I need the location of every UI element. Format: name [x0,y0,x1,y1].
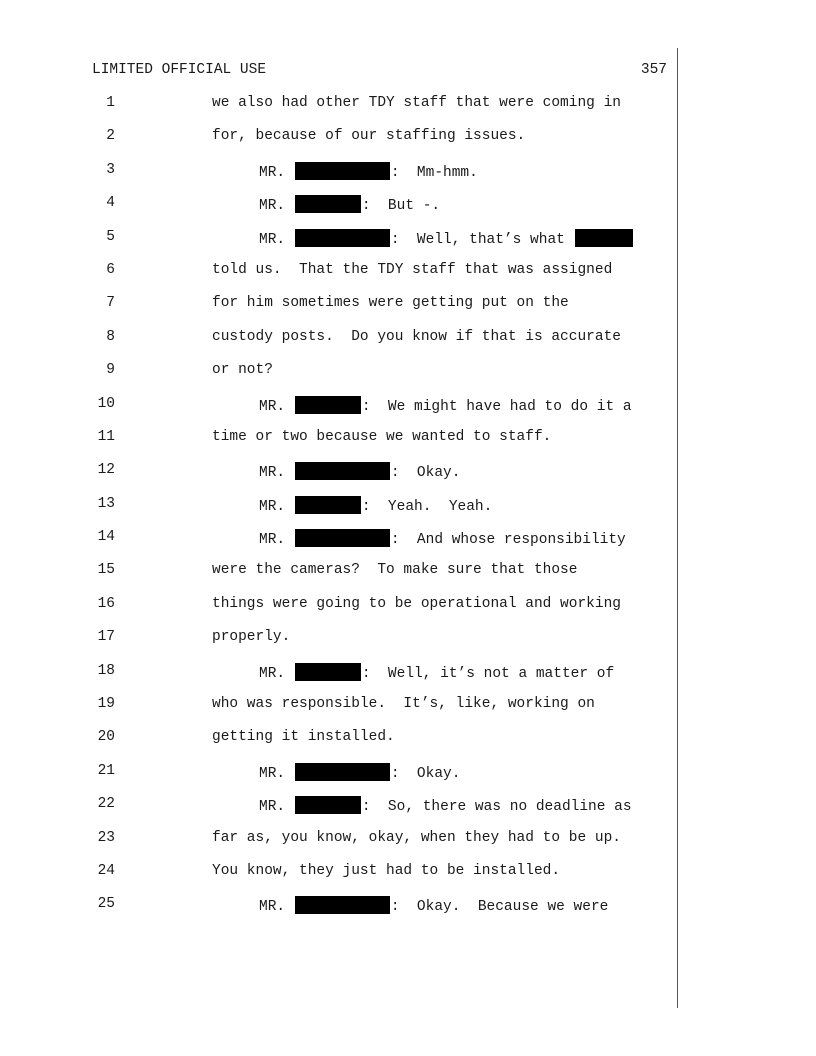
line-text: You know, they just had to be installed. [212,862,561,879]
page-number: 357 [640,62,667,78]
transcript-line [0,362,816,395]
line-text: MR. : We might have had to do it a [259,396,632,416]
line-text: MR. : Well, that’s what [259,229,634,249]
line-text: we also had other TDY staff that were coming in [212,95,621,111]
line-number: 4 [106,195,115,212]
line-number: 6 [106,261,115,278]
transcript-line [0,329,816,362]
line-text: MR. : Yeah. Yeah. [259,496,492,516]
transcript-line [0,396,816,429]
transcript-line [0,95,816,128]
transcript-line [0,128,816,161]
line-text: who was responsible. It’s, like, working on [212,696,595,713]
line-text: properly. [212,629,291,646]
transcript-line [0,562,816,595]
line-text: for, because of our staffing issues. [212,128,526,145]
line-text: far as, you know, okay, when they had to be up. [212,829,621,846]
transcript-line [0,429,816,462]
line-number: 23 [97,829,115,846]
redaction-block [295,529,390,547]
line-number: 3 [106,161,115,178]
line-number: 9 [106,362,115,379]
transcript-line [0,195,816,228]
transcript-line [0,663,816,696]
line-text: or not? [212,362,273,379]
line-number: 14 [97,529,115,546]
line-text: things were going to be operational and working [212,595,621,612]
line-number: 8 [106,328,115,345]
redaction-block [295,896,390,914]
transcript-line [0,462,816,495]
transcript-line [0,729,816,762]
transcript-line [0,596,816,629]
transcript-line [0,262,816,295]
line-text: for him sometimes were getting put on the [212,295,569,312]
line-text: were the cameras? To make sure that those [212,562,578,579]
transcript-line [0,629,816,662]
line-text: MR. : Mm-hmm. [259,162,478,182]
classification-header: LIMITED OFFICIAL USE [92,62,267,78]
redaction-block [295,195,361,213]
redaction-block [295,496,361,514]
transcript-line [0,295,816,328]
transcript-line [0,896,816,929]
line-number: 21 [97,762,115,779]
redaction-block [295,796,361,814]
line-number: 11 [97,428,115,445]
line-text: getting it installed. [212,729,395,746]
line-text: MR. : And whose responsibility [259,529,626,549]
line-number: 10 [97,395,115,412]
transcript-line [0,863,816,896]
transcript-line [0,162,816,195]
line-number: 13 [97,495,115,512]
line-number: 5 [106,228,115,245]
line-number: 16 [97,595,115,612]
line-text: MR. : So, there was no deadline as [259,796,632,816]
line-number: 25 [97,896,115,913]
line-number: 1 [106,95,115,111]
transcript-line [0,696,816,729]
line-text: MR. : Okay. Because we were [259,896,608,916]
line-number: 2 [106,128,115,145]
transcript-line [0,796,816,829]
redaction-block [295,229,390,247]
transcript-line [0,763,816,796]
transcript-line [0,529,816,562]
line-number: 24 [97,862,115,879]
line-text: time or two because we wanted to staff. [212,428,552,445]
transcript-line [0,229,816,262]
line-number: 12 [97,462,115,479]
line-text: MR. : Okay. [259,462,460,482]
line-number: 17 [97,629,115,646]
line-text: custody posts. Do you know if that is accurate [212,328,621,345]
line-text: MR. : Okay. [259,763,460,783]
transcript-line [0,496,816,529]
redaction-block [295,462,390,480]
line-number: 20 [97,729,115,746]
transcript-line [0,830,816,863]
line-text: MR. : But -. [259,195,440,215]
line-number: 22 [97,796,115,813]
redaction-block [575,229,633,247]
line-number: 7 [106,295,115,312]
transcript-body [0,95,816,930]
redaction-block [295,396,361,414]
line-text: told us. That the TDY staff that was assigned [212,261,613,278]
line-number: 15 [97,562,115,579]
redaction-block [295,162,390,180]
line-number: 19 [97,696,115,713]
redaction-block [295,763,390,781]
line-number: 18 [97,662,115,679]
line-text: MR. : Well, it’s not a matter of [259,663,614,683]
redaction-block [295,663,361,681]
